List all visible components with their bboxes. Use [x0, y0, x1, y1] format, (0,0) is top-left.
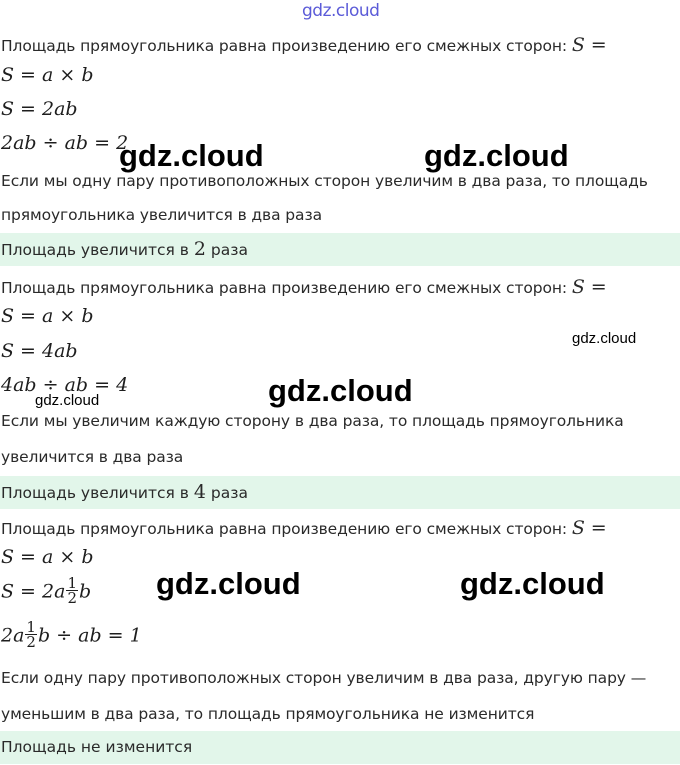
block1-formula2: S = 2ab: [1, 98, 78, 120]
one-half-fraction: [25, 620, 37, 649]
block1-answer-tail: раза: [210, 241, 248, 259]
block1-explanation-line2: прямоугольника увеличится в два раза: [1, 206, 322, 224]
block3-formula1: S = a × b: [1, 546, 94, 568]
block3-answer: [0, 731, 680, 764]
block2-formula1: S = a × b: [1, 305, 94, 327]
block3-formula3-left: 2a: [1, 624, 25, 647]
fraction-denominator: 2: [26, 633, 36, 651]
block3-formula3-right: b ÷ ab = 1: [37, 624, 142, 647]
block2-intro-math: S =: [571, 276, 607, 298]
watermark: gdz.cloud: [460, 566, 605, 601]
site-mark[interactable]: gdz.cloud: [302, 1, 380, 21]
block1-intro-text: Площадь прямоугольника равна произведению его смежных сторон:: [1, 37, 568, 55]
block1-answer-text: Площадь увеличится в: [1, 241, 189, 259]
block2-explanation-line1: Если мы увеличим каждую сторону в два раза, то площадь прямоугольника: [1, 412, 624, 430]
watermark: gdz.cloud: [572, 330, 637, 347]
watermark: gdz.cloud: [156, 566, 301, 601]
block2-intro: [1, 276, 607, 298]
fraction-numerator: 1: [26, 618, 36, 636]
block3-formula3: [1, 618, 142, 651]
block1-answer: [0, 233, 680, 266]
block1-intro-math: S =: [571, 34, 607, 56]
watermark: gdz.cloud: [424, 138, 569, 173]
block2-answer-num: 4: [193, 481, 206, 503]
fraction-denominator: 2: [67, 589, 77, 607]
block3-intro-text: Площадь прямоугольника равна произведению его смежных сторон:: [1, 520, 568, 538]
block3-explanation-line1: Если одну пару противоположных сторон увеличим в два раза, другую пару —: [1, 669, 647, 687]
block1-formula3: 2ab ÷ ab = 2: [1, 132, 129, 154]
block1-answer-num: 2: [193, 238, 206, 260]
watermark: gdz.cloud: [119, 138, 264, 173]
block2-answer-text: Площадь увеличится в: [1, 484, 189, 502]
block2-answer: [0, 476, 680, 509]
one-half-fraction: [66, 576, 78, 605]
block2-explanation-line2: увеличится в два раза: [1, 448, 184, 466]
block3-formula2-left: S = 2a: [1, 580, 66, 603]
watermark: gdz.cloud: [35, 392, 100, 409]
block1-intro: [1, 34, 607, 56]
block3-formula2: [1, 574, 92, 607]
fraction-numerator: 1: [67, 574, 77, 592]
block2-formula3: 4ab ÷ ab = 4: [1, 374, 129, 396]
block2-formula2: S = 4ab: [1, 340, 78, 362]
block1-formula1: S = a × b: [1, 64, 94, 86]
block2-intro-text: Площадь прямоугольника равна произведению его смежных сторон:: [1, 279, 568, 297]
block1-explanation-line1: Если мы одну пару противоположных сторон увеличим в два раза, то площадь: [1, 172, 648, 190]
block3-intro: [1, 517, 607, 539]
watermark: gdz.cloud: [268, 373, 413, 408]
block2-answer-tail: раза: [210, 484, 248, 502]
block3-intro-math: S =: [571, 517, 607, 539]
block3-formula2-right: b: [78, 580, 92, 603]
block3-answer-text: Площадь не изменится: [1, 738, 193, 756]
block3-explanation-line2: уменьшим в два раза, то площадь прямоугольника не изменится: [1, 705, 535, 723]
